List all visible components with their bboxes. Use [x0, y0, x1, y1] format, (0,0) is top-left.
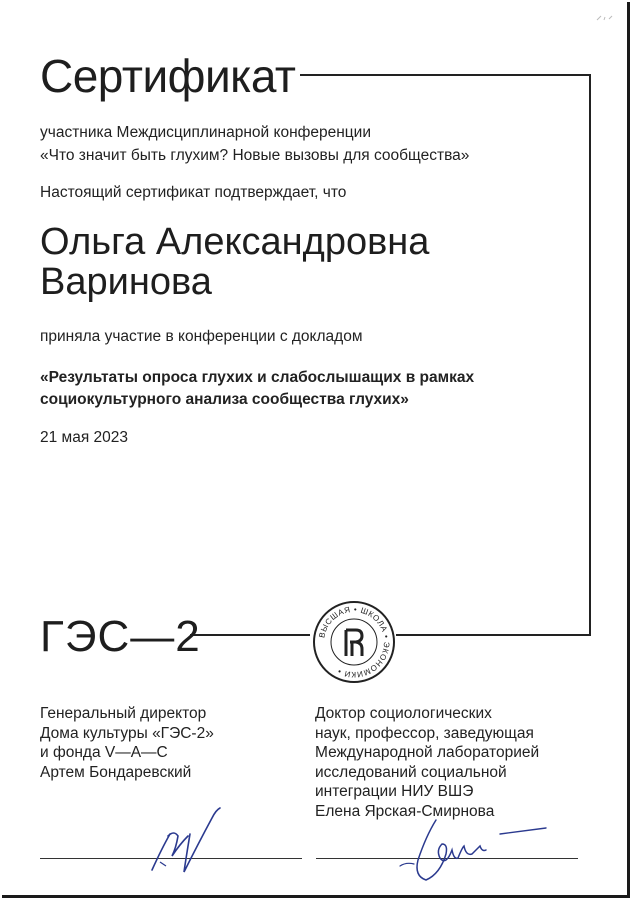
- frame-line-top: [300, 74, 591, 76]
- recipient-name-line: Ольга Александровна: [40, 221, 430, 263]
- signatory-left-line: Генеральный директор: [40, 705, 207, 722]
- hse-seal-icon: [312, 600, 396, 684]
- signature-right-image: [396, 806, 556, 886]
- signatory-right-line: наук, профессор, заведующая: [315, 724, 534, 742]
- recipient-name: [40, 222, 600, 302]
- signatory-right-line: исследований социальной: [315, 763, 507, 781]
- frame-line-bottom-left: [190, 634, 310, 636]
- certificate-date: 21 мая 2023: [40, 429, 129, 446]
- ges-logo: ГЭС—2: [40, 612, 201, 661]
- signature-left-image: [140, 800, 230, 880]
- certificate-title: Сертификат: [40, 50, 296, 102]
- conference-subtitle: [40, 121, 580, 167]
- signatory-left: [40, 704, 300, 782]
- signatory-right-line: интеграции НИУ ВШЭ: [315, 783, 474, 800]
- frame-line-bottom-right: [396, 634, 591, 636]
- signatory-left-line: Дома культуры «ГЭС-2»: [40, 724, 214, 742]
- report-title-line: «Результаты опроса глухих и слабослышащих в рамках: [40, 369, 475, 386]
- signatory-right: [315, 704, 605, 821]
- frame-line-right: [589, 74, 591, 636]
- signatory-right-line: Международной лабораторией: [315, 744, 540, 761]
- signatory-left-name: Артем Бондаревский: [40, 763, 192, 781]
- recipient-name-line: Варинова: [40, 261, 212, 303]
- confirm-text: Настоящий сертификат подтверждает, что: [40, 184, 347, 201]
- signatory-left-line: и фонда V—A—C: [40, 744, 168, 761]
- report-title-line: социокультурного анализа сообщества глухих»: [40, 391, 409, 408]
- report-title: [40, 367, 580, 411]
- signatory-right-name: Елена Ярская-Смирнова: [315, 802, 495, 820]
- subtitle-line: «Что значит быть глухим? Новые вызовы для сообщества»: [40, 147, 470, 164]
- subtitle-line: участника Междисциплинарной конференции: [40, 124, 371, 141]
- participation-text: приняла участие в конференции с докладом: [40, 328, 363, 345]
- scan-mark: [596, 14, 614, 22]
- seal-text: ВЫСШАЯ • ШКОЛА • ЭКОНОМИКИ •: [317, 604, 392, 680]
- signatory-right-line: Доктор социологических: [315, 705, 492, 722]
